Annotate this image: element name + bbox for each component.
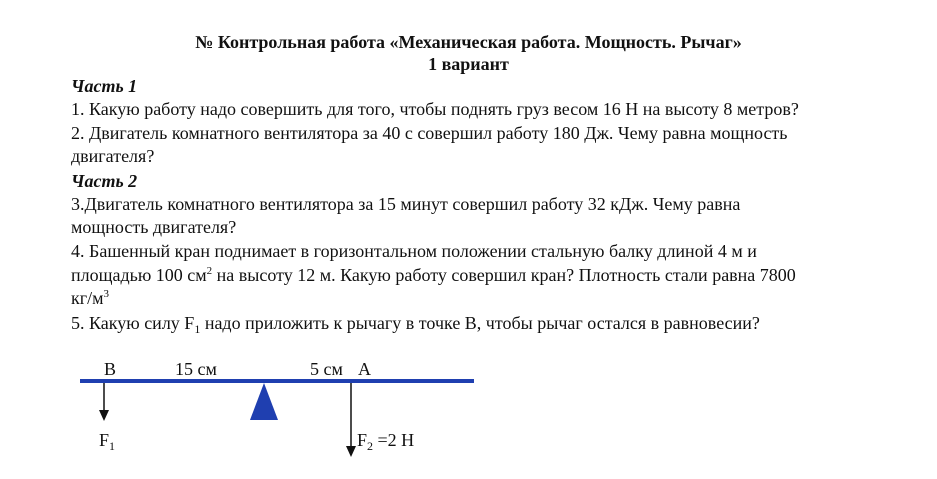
q4-line2-text-a: площадью 100 см bbox=[71, 265, 207, 285]
question-2-line2: двигателя? bbox=[71, 146, 155, 166]
q4-squared-superscript: 2 bbox=[206, 265, 213, 277]
variant-label: 1 вариант bbox=[428, 54, 509, 74]
point-b-label: В bbox=[104, 359, 117, 379]
f2-letter: F bbox=[357, 430, 368, 450]
f2-subscript: 2 bbox=[367, 439, 374, 453]
q5-f1-subscript: 1 bbox=[194, 322, 201, 336]
q4-line2-text-b: на высоту 12 м. Какую работу совершил кран? Плотность стали равна 7800 bbox=[212, 265, 796, 285]
distance-left-label: 15 см bbox=[175, 359, 217, 379]
q4-cubed-superscript: 3 bbox=[103, 288, 110, 300]
fulcrum-triangle bbox=[250, 383, 278, 420]
question-3-line2: мощность двигателя? bbox=[71, 217, 237, 237]
q4-density-unit: кг/м bbox=[71, 288, 104, 308]
point-a-label: А bbox=[358, 359, 371, 379]
part2-heading: Часть 2 bbox=[71, 171, 138, 191]
test-title: № Контрольная работа «Механическая работа. Мощность. Рычаг» bbox=[195, 32, 742, 52]
f2-label bbox=[357, 430, 415, 453]
f1-arrow-head bbox=[99, 410, 109, 421]
question-4-line1: 4. Башенный кран поднимает в горизонтальном положении стальную балку длиной 4 м и bbox=[71, 241, 757, 261]
f2-arrow-head bbox=[346, 446, 356, 457]
question-3-line1: 3.Двигатель комнатного вентилятора за 15 минут совершил работу 32 кДж. Чему равна bbox=[71, 194, 741, 214]
q5-text-b: надо приложить к рычагу в точке В, чтобы рычаг остался в равновесии? bbox=[200, 313, 760, 333]
question-2-line1: 2. Двигатель комнатного вентилятора за 40 с совершил работу 180 Дж. Чему равна мощность bbox=[71, 123, 788, 143]
f1-letter: F bbox=[99, 430, 110, 450]
q5-text-a: 5. Какую силу F bbox=[71, 313, 195, 333]
distance-right-label: 5 см bbox=[310, 359, 343, 379]
part1-heading: Часть 1 bbox=[71, 76, 138, 96]
f1-label bbox=[99, 430, 116, 453]
question-1: 1. Какую работу надо совершить для того, чтобы поднять груз весом 16 Н на высоту 8 метров? bbox=[71, 99, 799, 119]
f1-subscript: 1 bbox=[109, 439, 116, 453]
f2-value: =2 Н bbox=[373, 430, 415, 450]
